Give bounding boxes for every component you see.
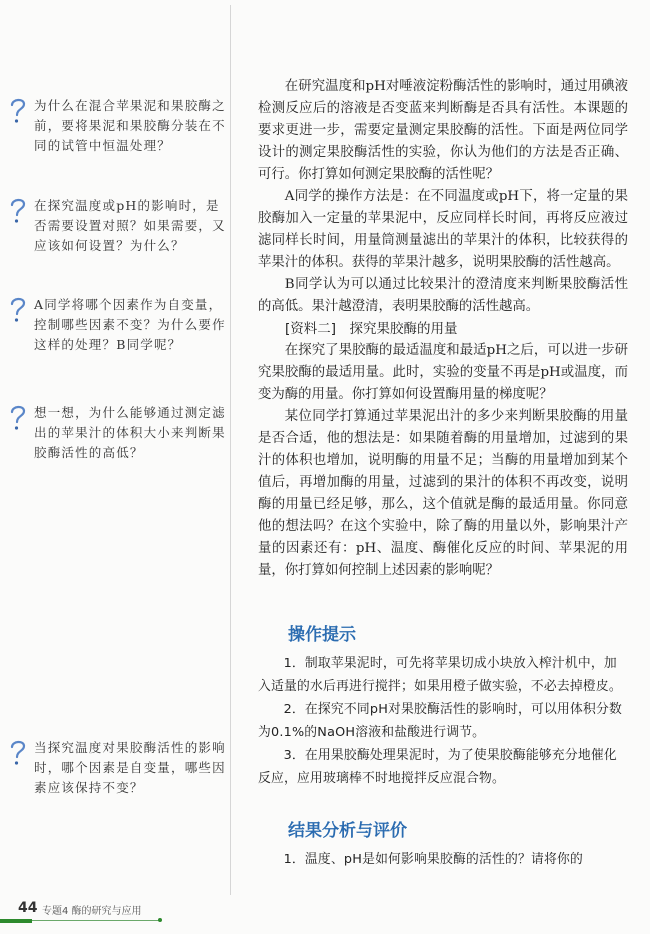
- tips-section: [258, 624, 628, 790]
- tip-item: 1．制取苹果泥时，可先将苹果切成小块放入榨汁机中，加入适量的水后再进行搅拌；如果用橙子做实验，不必去掉橙皮。: [258, 656, 622, 694]
- results-item: 1．温度、pH是如何影响果胶酶的活性的？请将你的: [283, 852, 584, 867]
- results-title: 结果分析与评价: [288, 821, 407, 841]
- question-mark-icon: [6, 96, 34, 156]
- tips-title: 操作提示: [288, 625, 356, 645]
- tip-item: 2．在探究不同pH对果胶酶活性的影响时，可以用体积分数为0.1%的NaOH溶液和盐酸进行调节。: [258, 702, 623, 740]
- body-paragraph: A同学的操作方法是：在不同温度或pH下，将一定量的果胶酶加入一定量的苹果泥中，反应同样长时间，再将反应液过滤同样长时间，用量筒测量滤出的苹果汁的体积，比较获得的苹果汁的体积。获得的苹果汁越多，说明果胶酶的活性越高。: [258, 189, 628, 270]
- question-mark-icon: [6, 403, 34, 463]
- column-divider: [230, 5, 231, 895]
- footer-dot: [158, 918, 162, 922]
- margin-note-text: 当探究温度对果胶酶活性的影响时，哪个因素是自变量，哪些因素应该保持不变？: [34, 740, 226, 795]
- margin-note-text: A同学将哪个因素作为自变量，控制哪些因素不变？为什么要作这样的处理？B同学呢？: [34, 297, 226, 352]
- footer-rule: [32, 920, 160, 921]
- body-paragraph: 某位同学打算通过苹果泥出汁的多少来判断果胶酶的用量是否合适，他的想法是：如果随着酶的用量增加，过滤到的果汁的体积也增加，说明酶的用量不足；当酶的用量增加到某个值后，再增加酶的用量，过滤到的果汁的体积不再改变，说明酶的用量已经足够，那么，这个值就是酶的最适用量。你同意他的想法吗？在这个实验中，除了酶的用量以外，影响果汁产量的因素还有：pH、温度、酶催化反应的时间、苹果泥的用量，你打算如何控制上述因素的影响呢？: [258, 409, 628, 578]
- body-paragraph: B同学认为可以通过比较果汁的澄清度来判断果胶酶活性的高低。果汁越澄清，表明果胶酶的活性越高。: [258, 277, 628, 314]
- margin-question-note: [6, 403, 228, 463]
- page-number: 44: [18, 900, 38, 916]
- footer-accent-bar: [0, 919, 32, 923]
- tip-item: 3．在用果胶酶处理果泥时，为了使果胶酶能够充分地催化反应，应用玻璃棒不时地搅拌反应混合物。: [258, 748, 617, 786]
- body-paragraph: 在探究了果胶酶的最适温度和最适pH之后，可以进一步研究果胶酶的最适用量。此时，实验的变量不再是pH或温度，而变为酶的用量。你打算如何设置酶用量的梯度呢？: [258, 343, 628, 402]
- subheading-material-two: [资料二] 探究果胶酶的用量: [285, 321, 458, 337]
- margin-question-note: [6, 196, 228, 256]
- margin-note-text: 在探究温度或pH的影响时，是否需要设置对照？如果需要，又应该如何设置？为什么？: [34, 198, 226, 253]
- main-body: [258, 76, 628, 582]
- question-mark-icon: [6, 196, 34, 256]
- margin-note-text: 想一想，为什么能够通过测定滤出的苹果汁的体积大小来判断果胶酶活性的高低？: [34, 405, 226, 460]
- question-mark-icon: [6, 738, 34, 798]
- margin-note-text: 为什么在混合苹果泥和果胶酶之前，要将果泥和果胶酶分装在不同的试管中恒温处理？: [34, 98, 226, 153]
- results-section: [258, 820, 628, 871]
- chapter-title: 专题4 酶的研究与应用: [42, 906, 142, 917]
- page-footer: [0, 896, 170, 924]
- body-paragraph: 在研究温度和pH对唾液淀粉酶活性的影响时，通过用碘液检测反应后的溶液是否变蓝来判断酶是否具有活性。本课题的要求更进一步，需要定量测定果胶酶的活性。下面是两位同学设计的测定果胶酶活性的实验，你认为他们的方法是否正确、可行。你打算如何测定果胶酶的活性呢？: [258, 79, 628, 182]
- margin-question-note: [6, 96, 228, 156]
- margin-question-note: [6, 295, 228, 355]
- margin-question-note: [6, 738, 228, 798]
- question-mark-icon: [6, 295, 34, 355]
